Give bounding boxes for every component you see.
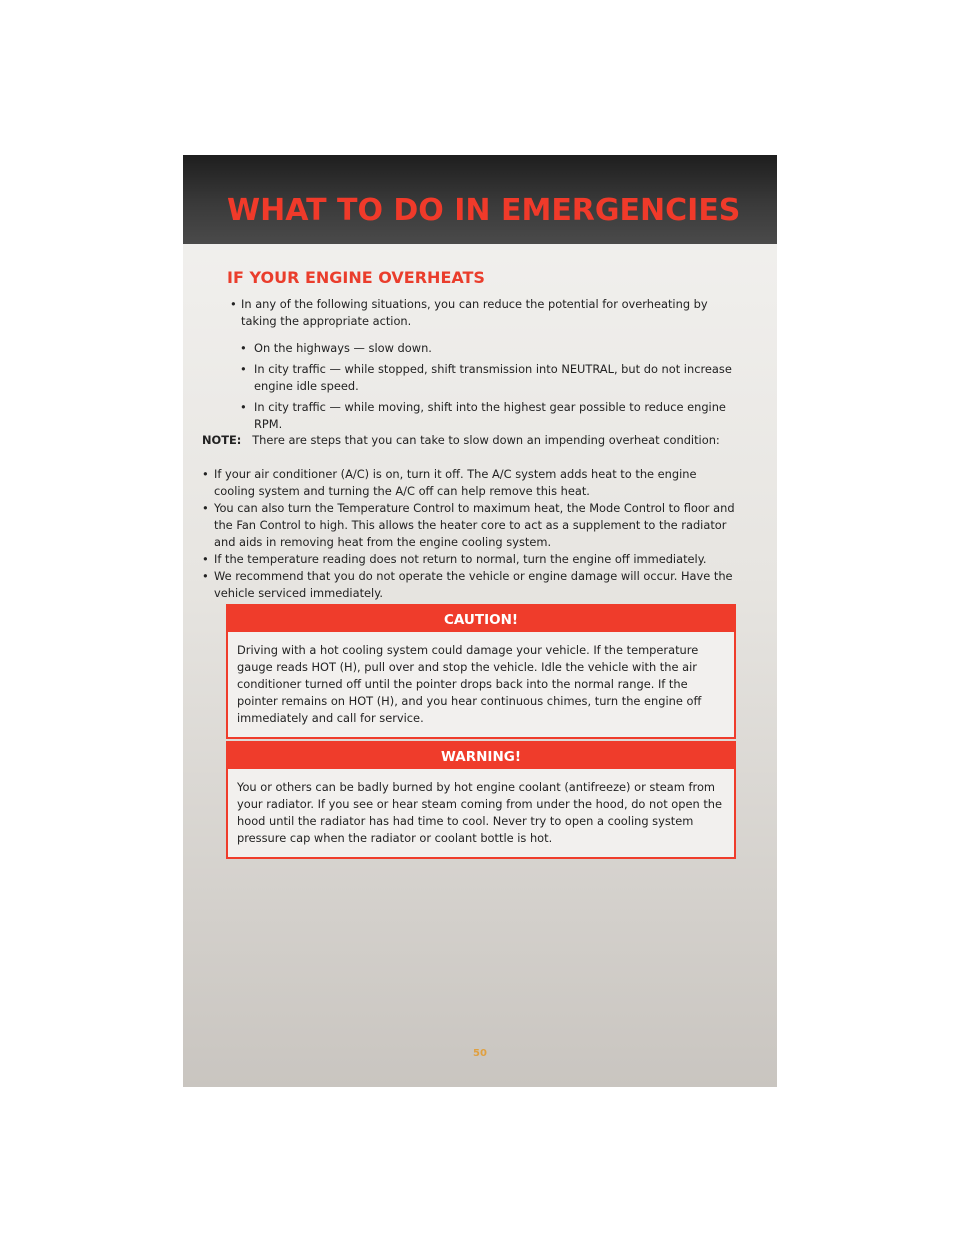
bullet-icon: • (202, 501, 209, 515)
bullet-icon: • (240, 341, 247, 355)
bullet-icon: • (202, 552, 209, 566)
bullet-icon: • (240, 362, 247, 376)
list-item-text: On the highways — slow down. (254, 341, 432, 355)
warning-text: You or others can be badly burned by hot engine coolant (antifreeze) or steam from your radiator. If you see or hear steam coming from under the hood, do not open the hood until the radiator has had time to cool. Never try to open a cooling system pressure cap when the radiator or coolant bottle is hot. (237, 780, 723, 845)
intro-text: In any of the following situations, you can reduce the potential for overheating by taking the appropriate action. (241, 297, 708, 328)
note-item-text: If your air conditioner (A/C) is on, turn it off. The A/C system adds heat to the engine cooling system and turning the A/C off can help remove this heat. (214, 467, 697, 498)
list-item (240, 340, 740, 357)
note-text: There are steps that you can take to slow down an impending overheat condition: (252, 433, 720, 447)
section-title: IF YOUR ENGINE OVERHEATS (227, 268, 485, 287)
list-item (240, 399, 740, 433)
list-item (240, 361, 740, 395)
page-number: 50 (473, 1048, 487, 1059)
list-item-text: In city traffic — while stopped, shift transmission into NEUTRAL, but do not increase engine idle speed. (254, 362, 732, 393)
warning-box (226, 741, 736, 859)
note-item (202, 568, 739, 602)
page-header (183, 155, 777, 244)
note-item-text: You can also turn the Temperature Control to maximum heat, the Mode Control to floor and the Fan Control to high. This allows the heater core to act as a supplement to the radiator and aids in removing heat from the engine cooling system. (214, 501, 735, 549)
note-item-text: We recommend that you do not operate the vehicle or engine damage will occur. Have the vehicle serviced immediately. (214, 569, 733, 600)
caution-box (226, 604, 736, 739)
header-title: WHAT TO DO IN EMERGENCIES (227, 193, 741, 228)
note-item (202, 551, 739, 568)
intro-item (230, 296, 740, 330)
note-item (202, 466, 739, 500)
bullet-icon: • (230, 297, 237, 311)
bullet-icon: • (202, 569, 209, 583)
manual-page (183, 155, 777, 1087)
caution-text: Driving with a hot cooling system could damage your vehicle. If the temperature gauge reads HOT (H), pull over and stop the vehicle. Idle the vehicle with the air conditioner turned off until the pointer drops back into the normal range. If the pointer remains on HOT (H), and you hear continuous chimes, turn the engine off immediately and call for service. (237, 643, 702, 725)
caution-title: CAUTION! (228, 606, 734, 632)
list-item-text: In city traffic — while moving, shift into the highest gear possible to reduce engine RPM. (254, 400, 726, 431)
bullet-icon: • (202, 467, 209, 481)
note-label: NOTE: (202, 433, 242, 447)
note-item-text: If the temperature reading does not return to normal, turn the engine off immediately. (214, 552, 707, 566)
note-paragraph (202, 432, 739, 449)
warning-title: WARNING! (228, 743, 734, 769)
bullet-icon: • (240, 400, 247, 414)
note-item (202, 500, 739, 551)
